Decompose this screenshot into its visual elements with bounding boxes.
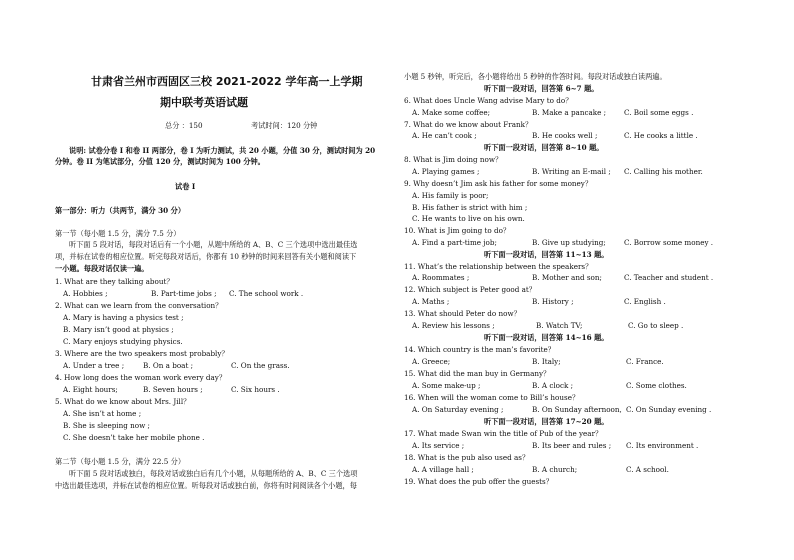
- section-two-desc-2: 中选出最佳选项，并标在试卷的相应位置。听每段对话或独白前，你将有时间阅读各个小题，每: [55, 481, 357, 490]
- exam-title-line2: 期中联考英语试题: [160, 96, 248, 109]
- question-6: 6. What does Uncle Wang advise Mary to do？: [404, 96, 573, 105]
- q18-option-a: A. A village hall ;: [412, 465, 474, 474]
- question-18: 18. What is the pub also used as？: [404, 453, 530, 462]
- question-10: 10. What is Jim going to do？: [404, 226, 511, 235]
- q13-option-a: A. Review his lessons ;: [412, 321, 495, 330]
- paper-one-heading: 试卷 I: [175, 182, 196, 191]
- section-two-desc-continued: 小题 5 秒钟，听完后，各小题将给出 5 秒钟的作答时间。每段对话或独白读两遍。: [404, 72, 667, 81]
- question-12: 12. Which subject is Peter good at？: [404, 285, 536, 294]
- exam-time: 考试时间：120 分钟: [251, 121, 318, 130]
- q10-option-a: A. Find a part-time job;: [412, 238, 497, 247]
- section-one-desc-1: 听下面 5 段对话，每段对话后有一个小题，从题中所给的 A、B、C 三个选项中选出最佳选: [69, 240, 358, 249]
- exam-title-line1: 甘肃省兰州市西固区三校 2021-2022 学年高一上学期: [91, 75, 363, 88]
- question-1: 1. What are they talking about？: [55, 277, 174, 286]
- question-8: 8. What is Jim doing now？: [404, 155, 503, 164]
- section-one-heading: 第一节（每小题 1.5 分，满分 7.5 分）: [55, 229, 181, 238]
- question-13: 13. What should Peter do now？: [404, 309, 521, 318]
- q7-option-a: A. He can’t cook ;: [412, 131, 477, 140]
- q9-option-a: A. His family is poor;: [412, 191, 489, 200]
- q14-option-c: C. France.: [626, 357, 664, 366]
- q3-option-a: A. Under a tree ;: [63, 361, 125, 370]
- marker-6-7: 听下面一段对话，回答第 6~7 题。: [484, 84, 599, 93]
- part-one-heading: 第一部分：听力（共两节，满分 30 分）: [55, 206, 186, 215]
- question-16: 16. When will the woman come to Bill’s house？: [404, 393, 580, 402]
- q1-option-c: C. The school work .: [229, 289, 304, 298]
- question-17: 17. What made Swan win the title of Pub of the year？: [404, 429, 603, 438]
- q11-option-a: A. Roommates ;: [412, 273, 470, 282]
- q5-option-c: C. She doesn’t take her mobile phone .: [63, 433, 205, 442]
- q3-option-c: C. On the grass.: [231, 361, 290, 370]
- q13-option-c: C. Go to sleep .: [628, 321, 684, 330]
- q8-option-c: C. Calling his mother.: [624, 167, 703, 176]
- q10-option-c: C. Borrow some money .: [624, 238, 714, 247]
- marker-14-16: 听下面一段对话，回答第 14~16 题。: [484, 333, 609, 342]
- q14-option-b: B. Italy;: [532, 357, 561, 366]
- q9-option-b: B. His father is strict with him ;: [412, 203, 528, 212]
- q12-option-b: B. History ;: [532, 297, 574, 306]
- q7-option-c: C. He cooks a little .: [624, 131, 698, 140]
- q1-option-a: A. Hobbies ;: [63, 289, 108, 298]
- q2-option-a: A. Mary is having a physics test ;: [63, 313, 184, 322]
- section-two-desc-1: 听下面 5 段对话或独白，每段对话或独白后有几个小题，从每题所给的 A、B、C 三个选项: [69, 469, 358, 478]
- q11-option-b: B. Mother and son;: [532, 273, 602, 282]
- q12-option-c: C. English .: [624, 297, 666, 306]
- q4-option-b: B. Seven hours ;: [143, 385, 203, 394]
- q6-option-b: B. Make a pancake ;: [532, 108, 607, 117]
- q17-option-a: A. Its service ;: [412, 441, 465, 450]
- q12-option-a: A. Maths ;: [412, 297, 450, 306]
- q6-option-c: C. Boil some eggs .: [624, 108, 694, 117]
- q15-option-c: C. Some clothes.: [626, 381, 687, 390]
- section-one-desc-3: 一小题。每段对话仅读一遍。: [55, 264, 149, 273]
- marker-8-10: 听下面一段对话，回答第 8~10 题。: [484, 143, 604, 152]
- q5-option-a: A. She isn’t at home ;: [63, 409, 142, 418]
- question-15: 15. What did the man buy in Germany？: [404, 369, 551, 378]
- section-two-heading: 第二节（每小题 1.5 分，满分 22.5 分）: [55, 457, 186, 466]
- q5-option-b: B. She is sleeping now ;: [63, 421, 150, 430]
- question-9: 9. Why doesn’t Jim ask his father for some money？: [404, 179, 593, 188]
- instructions-line2: 分钟。卷 II 为笔试部分，分值 120 分，测试时间为 100 分钟。: [55, 157, 265, 166]
- q16-option-c: C. On Sunday evening .: [626, 405, 712, 414]
- q4-option-a: A. Eight hours;: [63, 385, 118, 394]
- marker-17-20: 听下面一段对话，回答第 17~20 题。: [484, 417, 609, 426]
- q11-option-c: C. Teacher and student .: [624, 273, 714, 282]
- marker-11-13: 听下面一段对话，回答第 11~13 题。: [484, 250, 609, 259]
- q4-option-c: C. Six hours .: [231, 385, 280, 394]
- question-2: 2. What can we learn from the conversation？: [55, 301, 223, 310]
- q8-option-a: A. Playing games ;: [412, 167, 480, 176]
- q17-option-c: C. Its environment .: [626, 441, 699, 450]
- q16-option-a: A. On Saturday evening ;: [412, 405, 504, 414]
- q16-option-b: B. On Sunday afternoon,: [532, 405, 622, 414]
- question-3: 3. Where are the two speakers most probably？: [55, 349, 229, 358]
- q8-option-b: B. Writing an E-mail ;: [532, 167, 611, 176]
- q15-option-b: B. A clock ;: [532, 381, 574, 390]
- q1-option-b: B. Part-time jobs ;: [151, 289, 217, 298]
- question-19: 19. What does the pub offer the guests？: [404, 477, 553, 486]
- q18-option-c: C. A school.: [626, 465, 669, 474]
- question-14: 14. Which country is the man’s favorite？: [404, 345, 555, 354]
- q10-option-b: B. Give up studying;: [532, 238, 606, 247]
- section-one-desc-2: 项，并标在试卷的相应位置。听完每段对话后，你都有 10 秒钟的时间来回答有关小题和阅读下: [55, 252, 357, 261]
- total-score: 总分 ：150: [165, 121, 203, 130]
- question-7: 7. What do we know about Frank？: [404, 120, 533, 129]
- instructions-line1: 说明: 试卷分卷 I 和卷 II 两部分，卷 I 为听力测试，共 20 小题，分值 30 分，测试时间为 20: [69, 146, 376, 155]
- question-4: 4. How long does the woman work every day？: [55, 373, 227, 382]
- q13-option-b: B. Watch TV;: [536, 321, 583, 330]
- q6-option-a: A. Make some coffee;: [412, 108, 491, 117]
- q9-option-c: C. He wants to live on his own.: [412, 214, 525, 223]
- question-11: 11. What’s the relationship between the speakers？: [404, 262, 593, 271]
- q14-option-a: A. Greece;: [412, 357, 451, 366]
- q2-option-c: C. Mary enjoys studying physics.: [63, 337, 183, 346]
- q2-option-b: B. Mary isn’t good at physics ;: [63, 325, 174, 334]
- q17-option-b: B. Its beer and rules ;: [532, 441, 612, 450]
- q7-option-b: B. He cooks well ;: [532, 131, 598, 140]
- q3-option-b: B. On a boat ;: [143, 361, 194, 370]
- q15-option-a: A. Some make-up ;: [412, 381, 481, 390]
- question-5: 5. What do we know about Mrs. Jill？: [55, 397, 191, 406]
- q18-option-b: B. A church;: [532, 465, 578, 474]
